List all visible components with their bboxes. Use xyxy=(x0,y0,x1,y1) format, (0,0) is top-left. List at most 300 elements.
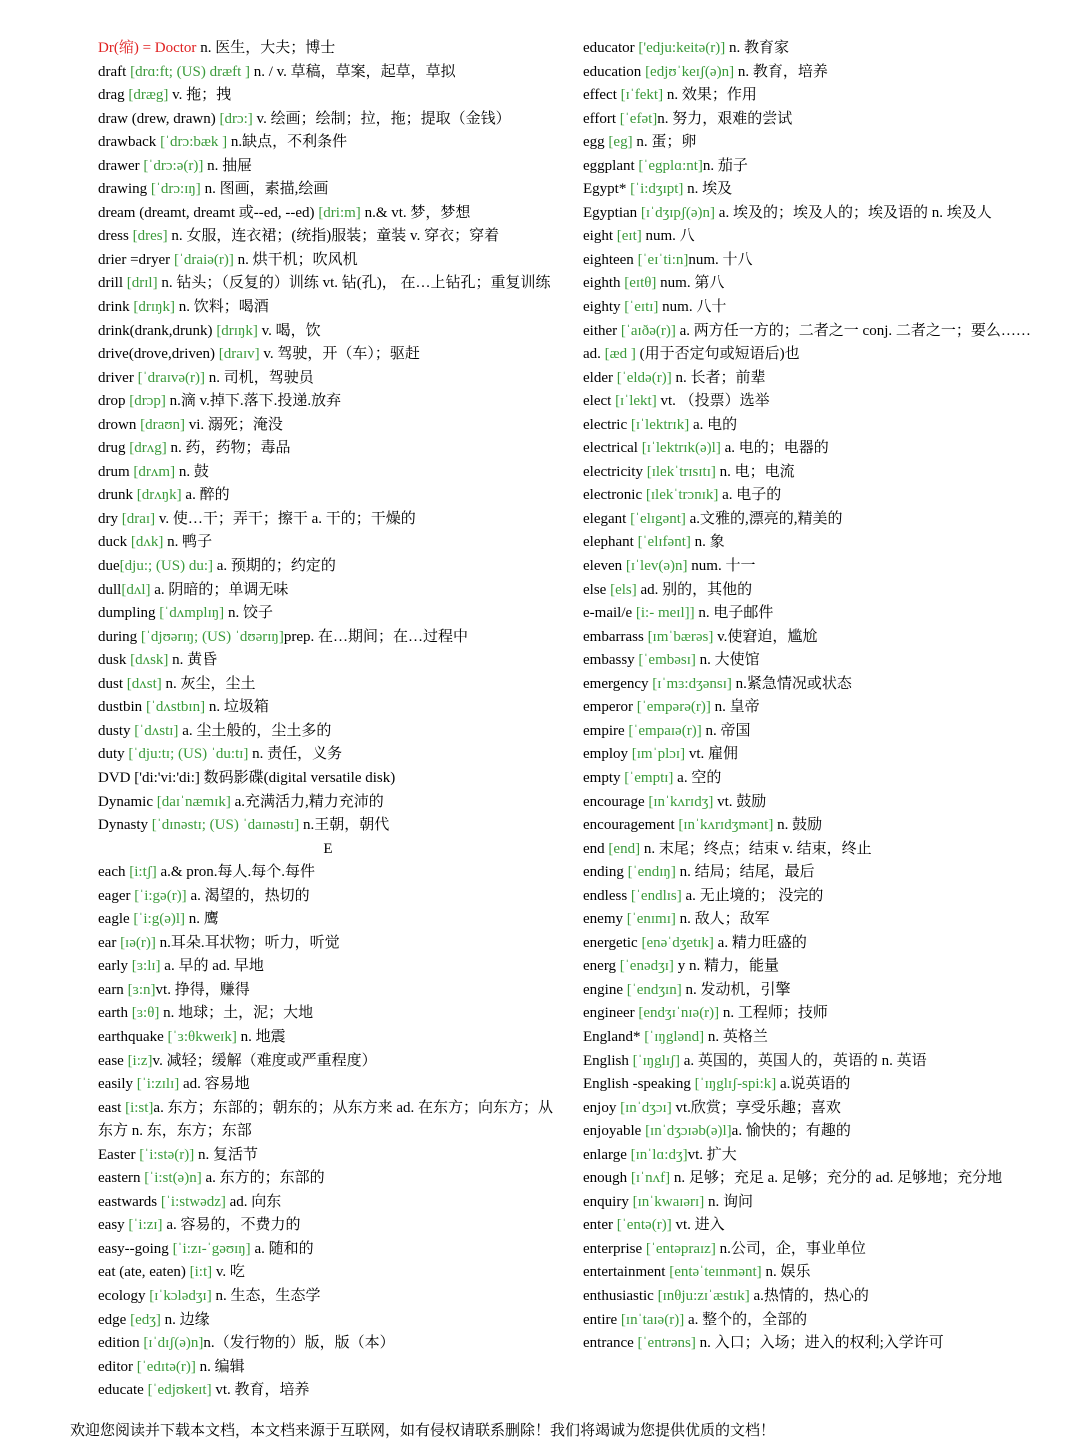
definition: a. 阴暗的；单调无味 xyxy=(150,581,289,598)
definition: vt. 教育，培养 xyxy=(211,1382,310,1399)
phonetic: [ˈi:stə(r)] xyxy=(135,1146,195,1163)
headword: easy xyxy=(98,1217,125,1234)
phonetic: [ˈdʌstɪ] xyxy=(130,722,179,739)
phonetic: [ˈi:stwədz] xyxy=(157,1193,226,1210)
headword: eighty xyxy=(583,299,621,316)
headword: Dynasty xyxy=(98,817,148,834)
definition: a.说英语的 xyxy=(776,1076,851,1093)
definition: n. 图画，素描,绘画 xyxy=(200,181,329,198)
vocab-entry xyxy=(583,296,1038,320)
phonetic: [ˈeɪˈti:n] xyxy=(633,251,689,268)
vocab-entry xyxy=(583,272,1038,296)
definition: ['di:'vi:'di:] 数码影碟(digital versatile disk) xyxy=(130,769,396,786)
definition: n. 皇帝 xyxy=(710,699,760,716)
phonetic: [draʊn] xyxy=(136,416,185,433)
headword: English xyxy=(583,1052,629,1069)
definition: n.（发行物的）版，版（本） xyxy=(203,1335,395,1352)
headword: eastwards xyxy=(98,1193,158,1210)
phonetic: [enəˈdʒetɪk] xyxy=(637,934,714,951)
headword: education xyxy=(583,63,642,80)
headword: drawer xyxy=(98,157,140,174)
phonetic: [daɪˈnæmɪk] xyxy=(152,793,231,810)
definition: n.耳朵.耳状物；听力，听觉 xyxy=(155,934,340,951)
phonetic: [ɪnˈkwaɪərɪ] xyxy=(628,1193,705,1210)
definition: n. 鼓 xyxy=(175,463,209,480)
headword: earthquake xyxy=(98,1028,164,1045)
headword: English -speaking xyxy=(583,1076,691,1093)
phonetic: [dʌl] xyxy=(121,581,151,598)
phonetic: [dræg] xyxy=(124,87,169,104)
footer-notice: 欢迎您阅读并下载本文档，本文档来源于互联网，如有侵权请联系删除！我们将竭诚为您提供优质的文档！ xyxy=(70,1423,776,1439)
phonetic: [ˈelɪfənt] xyxy=(633,534,691,551)
headword: ending xyxy=(583,864,624,881)
definition: v.使窘迫，尴尬 xyxy=(713,628,818,645)
vocab-entry xyxy=(98,484,558,508)
headword: duck xyxy=(98,534,128,551)
headword: dress xyxy=(98,228,129,245)
definition: vi. 溺死；淹没 xyxy=(184,416,283,433)
vocab-entry xyxy=(98,390,558,414)
definition: n. 教育家 xyxy=(725,40,789,56)
headword: empty xyxy=(583,769,621,786)
phonetic: [eɪt] xyxy=(613,228,642,245)
headword: drill xyxy=(98,275,123,292)
definition: n. 结局；结尾，最后 xyxy=(675,864,815,881)
phonetic: [dju:; (US) du:] xyxy=(119,558,213,575)
vocab-entry xyxy=(98,296,558,320)
headword: endless xyxy=(583,887,628,904)
vocab-entry xyxy=(583,1050,1038,1074)
definition: num. 十一 xyxy=(687,558,756,575)
headword: dream (dreamt, dreamt 或--ed, --ed) xyxy=(98,204,315,221)
headword: easy--going xyxy=(98,1240,169,1257)
definition: n. 电；电流 xyxy=(715,463,795,480)
definition: a.热情的，热心的 xyxy=(749,1287,869,1304)
phonetic: [ˈelɪgənt] xyxy=(626,510,686,527)
definition: n. 教育，培养 xyxy=(734,63,828,80)
phonetic: [ɜ:θ] xyxy=(127,1005,160,1022)
definition: a. 渴望的，热切的 xyxy=(186,887,310,904)
vocab-entry xyxy=(583,932,1038,956)
vocab-entry xyxy=(98,696,558,720)
phonetic: [ˈeldə(r)] xyxy=(612,369,672,386)
definition: n. 象 xyxy=(690,534,725,551)
definition: a. 随和的 xyxy=(250,1240,314,1257)
definition: v. 减轻；缓解（难度或严重程度） xyxy=(152,1052,377,1069)
phonetic: [ɪmˈbærəs] xyxy=(643,628,714,645)
phonetic: [ˈdʌstbɪn] xyxy=(142,699,206,716)
vocab-entry xyxy=(583,225,1038,249)
definition: v. 喝，饮 xyxy=(257,322,321,339)
headword: enterprise xyxy=(583,1240,643,1257)
headword: dull xyxy=(98,581,122,598)
definition: (用于否定句或短语后)也 xyxy=(635,346,800,363)
headword: eleven xyxy=(583,558,623,575)
definition: n.缺点，不利条件 xyxy=(227,134,348,151)
phonetic: [ˈdʌmplɪŋ] xyxy=(155,605,225,622)
left-column xyxy=(98,37,558,1403)
definition: a. 英国的，英国人的，英语的 n. 英语 xyxy=(680,1052,927,1069)
headword: enjoy xyxy=(583,1099,617,1116)
definition: n. 发动机，引擎 xyxy=(681,981,791,998)
vocab-entry xyxy=(583,1214,1038,1238)
headword: drum xyxy=(98,463,130,480)
headword: embarrass xyxy=(583,628,644,645)
vocab-entry xyxy=(98,955,558,979)
headword: Egypt* xyxy=(583,181,627,198)
vocab-entry xyxy=(583,202,1038,226)
definition: n. 灰尘，尘土 xyxy=(161,675,256,692)
phonetic: [ɪlekˈtrɔnɪk] xyxy=(642,487,719,504)
phonetic: [ˈdrɔ:ə(r)] xyxy=(139,157,204,174)
headword: enjoyable xyxy=(583,1123,642,1140)
vocab-entry xyxy=(98,531,558,555)
phonetic: [dʌst] xyxy=(123,675,162,692)
headword: emperor xyxy=(583,699,633,716)
vocab-entry xyxy=(98,131,558,155)
phonetic: [ˈɪŋglɪʃ-spi:k] xyxy=(690,1076,777,1093)
headword: entertainment xyxy=(583,1264,666,1281)
headword: dumpling xyxy=(98,605,156,622)
headword: embassy xyxy=(583,652,635,669)
headword: electric xyxy=(583,416,628,433)
vocab-entry xyxy=(98,1144,558,1168)
vocab-entry xyxy=(583,1309,1038,1333)
headword: enthusiastic xyxy=(583,1287,654,1304)
definition: n. 饮料；喝酒 xyxy=(175,299,269,316)
headword: drawback xyxy=(98,134,157,151)
headword: else xyxy=(583,581,607,598)
headword: ad. xyxy=(583,346,601,363)
definition: num. 八 xyxy=(641,228,695,245)
definition: n. 敌人；敌军 xyxy=(675,911,770,928)
vocab-entry xyxy=(583,178,1038,202)
definition: n. 鹰 xyxy=(185,911,219,928)
definition: a. 东方的；东部的 xyxy=(201,1170,325,1187)
phonetic: [draɪ] xyxy=(118,510,156,527)
headword: entire xyxy=(583,1311,618,1328)
vocab-entry xyxy=(583,579,1038,603)
headword: due xyxy=(98,558,120,575)
headword: encourage xyxy=(583,793,645,810)
phonetic: [drɪŋk] xyxy=(212,322,258,339)
vocab-entry xyxy=(98,343,558,367)
phonetic: [edʒ] xyxy=(126,1311,161,1328)
definition: a. 两方任一方的；二者之一 conj. 二者之一；要么…… xyxy=(675,322,1031,339)
definition: n. 茄子 xyxy=(702,157,748,174)
headword: eight xyxy=(583,228,613,245)
vocab-entry xyxy=(583,602,1038,626)
headword: eggplant xyxy=(583,157,635,174)
headword: enquiry xyxy=(583,1193,629,1210)
vocab-entry xyxy=(98,814,558,838)
vocab-entry xyxy=(583,838,1038,862)
definition: a. 电子的 xyxy=(718,487,782,504)
vocab-entry xyxy=(98,1356,558,1380)
definition: n. 责任，义务 xyxy=(248,746,343,763)
vocab-entry xyxy=(583,885,1038,909)
definition: n. 大使馆 xyxy=(695,652,760,669)
definition: a.& pron.每人.每个.每件 xyxy=(156,864,316,881)
headword: earn xyxy=(98,981,124,998)
definition: n. 抽屉 xyxy=(203,157,253,174)
phonetic: [ˈempaɪə(r)] xyxy=(624,722,702,739)
phonetic: [ˈendɪŋ] xyxy=(623,864,676,881)
headword: entrance xyxy=(583,1335,634,1352)
definition: vt. 雇佣 xyxy=(685,746,738,763)
definition: n.紧急情况或状态 xyxy=(731,675,852,692)
headword: electronic xyxy=(583,487,643,504)
vocab-entry xyxy=(583,343,1038,367)
headword: dustbin xyxy=(98,699,143,716)
definition: n. 生态，生态学 xyxy=(211,1287,321,1304)
headword: E xyxy=(323,840,333,857)
headword: drier =dryer xyxy=(98,251,171,268)
definition: a. 整个的，全部的 xyxy=(684,1311,808,1328)
headword: eastern xyxy=(98,1170,141,1187)
phonetic: [ˈi:zɪlɪ] xyxy=(133,1076,180,1093)
definition: n. 询问 xyxy=(704,1193,753,1210)
vocab-entry xyxy=(98,649,558,673)
definition: n. 电子邮件 xyxy=(694,605,774,622)
headword: each xyxy=(98,864,126,881)
phonetic: [endʒɪˈnɪə(r)] xyxy=(634,1005,720,1022)
phonetic: [edjʊˈkeɪʃ(ə)n] xyxy=(641,63,735,80)
vocab-entry xyxy=(583,791,1038,815)
definition: v. 绘画；绘制；拉，拖；提取（金钱） xyxy=(252,110,511,127)
definition: vt. 鼓励 xyxy=(713,793,767,810)
definition: v. 吃 xyxy=(212,1264,245,1281)
headword: Dynamic xyxy=(98,793,153,810)
phonetic: [i:st] xyxy=(121,1099,154,1116)
phonetic: [i:z] xyxy=(123,1052,153,1069)
headword: egg xyxy=(583,134,605,151)
definition: n. 地球；土，泥；大地 xyxy=(159,1005,314,1022)
vocab-entry xyxy=(583,461,1038,485)
headword: engineer xyxy=(583,1005,635,1022)
definition: a. 空的 xyxy=(673,769,722,786)
phonetic: [eg] xyxy=(604,134,633,151)
vocab-entry xyxy=(98,225,558,249)
vocab-entry xyxy=(98,1026,558,1050)
phonetic: [ɪˈdʒɪpʃ(ə)n] xyxy=(637,204,716,221)
vocab-entry xyxy=(583,979,1038,1003)
headword: effect xyxy=(583,87,617,104)
vocab-entry xyxy=(98,1050,558,1074)
vocab-entry xyxy=(98,767,558,791)
definition: ad. 别的，其他的 xyxy=(636,581,753,598)
headword: eighteen xyxy=(583,251,634,268)
phonetic: [ɪˈmɜ:dʒənsɪ] xyxy=(648,675,732,692)
headword: dust xyxy=(98,675,124,692)
phonetic: [ˈentə(r)] xyxy=(612,1217,672,1234)
vocab-entry xyxy=(583,320,1038,344)
headword: e-mail/e xyxy=(583,605,633,622)
vocab-entry xyxy=(583,108,1038,132)
phonetic: [i:- meɪl]] xyxy=(632,605,695,622)
headword: educate xyxy=(98,1382,144,1399)
phonetic: [ˈɜ:θkweɪk] xyxy=(163,1028,237,1045)
phonetic: [dres] xyxy=(128,228,168,245)
headword: earth xyxy=(98,1005,128,1022)
definition: vt. 扩大 xyxy=(687,1146,737,1163)
headword: enter xyxy=(583,1217,613,1234)
phonetic: [end] xyxy=(604,840,641,857)
phonetic: [ˈempərə(r)] xyxy=(632,699,711,716)
definition: n. 复活节 xyxy=(194,1146,258,1163)
vocab-entry xyxy=(583,626,1038,650)
definition: n. 努力，艰难的尝试 xyxy=(657,110,793,127)
phonetic: [ˈi:gə(r)] xyxy=(130,887,187,904)
phonetic: [ɪlekˈtrɪsɪtɪ] xyxy=(642,463,716,480)
vocab-entry xyxy=(583,555,1038,579)
phonetic: [draɪv] xyxy=(215,346,260,363)
vocab-entry xyxy=(583,1332,1038,1356)
definition: n. 效果；作用 xyxy=(663,87,757,104)
phonetic: [ɪnˈkʌrɪdʒmənt] xyxy=(674,817,774,834)
headword: draft xyxy=(98,63,127,80)
vocab-entry xyxy=(583,1285,1038,1309)
phonetic: [ɪnˈlɑ:dʒ] xyxy=(626,1146,688,1163)
definition: n. 娱乐 xyxy=(761,1264,811,1281)
headword: drag xyxy=(98,87,125,104)
vocab-entry xyxy=(583,1144,1038,1168)
headword: edition xyxy=(98,1335,140,1352)
headword: duty xyxy=(98,746,125,763)
headword: energ xyxy=(583,958,617,975)
vocab-entry xyxy=(583,1191,1038,1215)
vocab-entry xyxy=(98,437,558,461)
phonetic: [ˈentəpraɪz] xyxy=(642,1240,716,1257)
vocab-entry xyxy=(98,626,558,650)
definition: a.充满活力,精力充沛的 xyxy=(230,793,384,810)
vocab-entry xyxy=(98,178,558,202)
vocab-entry xyxy=(98,320,558,344)
phonetic: [ˈdraɪvə(r)] xyxy=(133,369,206,386)
headword: elegant xyxy=(583,510,627,527)
phonetic: [ˈemptɪ] xyxy=(620,769,674,786)
definition: a. 无止境的； 没完的 xyxy=(681,887,824,904)
phonetic: [ˈembəsɪ] xyxy=(634,652,696,669)
headword: end xyxy=(583,840,605,857)
definition: n. 女服，连衣裙；(统指)服装；童装 v. 穿衣；穿着 xyxy=(167,228,500,245)
definition: v. 驾驶，开（车）；驱赶 xyxy=(259,346,420,363)
definition: n. 边缘 xyxy=(160,1311,210,1328)
vocab-entry xyxy=(583,414,1038,438)
headword: dusk xyxy=(98,652,127,669)
phonetic: [drɑ:ft; (US) dræft ] xyxy=(126,63,250,80)
phonetic: [dri:m] xyxy=(314,204,361,221)
phonetic: [entəˈteɪnmənt] xyxy=(665,1264,762,1281)
headword: encouragement xyxy=(583,817,675,834)
vocab-entry xyxy=(98,1073,558,1097)
vocab-entry xyxy=(98,1238,558,1262)
definition: a. 尘土般的，尘土多的 xyxy=(178,722,332,739)
phonetic: [ˈɪŋglɪʃ] xyxy=(628,1052,680,1069)
vocab-entry xyxy=(583,37,1038,61)
vocab-entry xyxy=(583,1167,1038,1191)
headword: Egyptian xyxy=(583,204,638,221)
vocab-entry xyxy=(98,202,558,226)
vocab-entry xyxy=(98,155,558,179)
phonetic: [ɪˈdɪʃ(ə)n] xyxy=(139,1335,204,1352)
vocab-entry xyxy=(98,791,558,815)
definition: n.王朝，朝代 xyxy=(299,817,390,834)
phonetic: [ɪˈlekt] xyxy=(611,393,657,410)
vocab-entry xyxy=(583,508,1038,532)
phonetic: [ˈi:st(ə)n] xyxy=(140,1170,202,1187)
definition: num. 十八 xyxy=(688,251,753,268)
phonetic: [ˈedjʊkeɪt] xyxy=(143,1382,212,1399)
definition: n. 工程师；技师 xyxy=(719,1005,828,1022)
headword: electrical xyxy=(583,440,638,457)
definition: n.& vt. 梦，梦想 xyxy=(360,204,471,221)
definition: num. 第八 xyxy=(656,275,725,292)
headword: draw (drew, drawn) xyxy=(98,110,216,127)
phonetic: [ˈentrəns] xyxy=(633,1335,696,1352)
vocab-entry xyxy=(98,414,558,438)
headword: either xyxy=(583,322,618,339)
definition: n. 钻头；（反复的）训练 vt. 钻(孔)， 在…上钻孔；重复训练 xyxy=(157,275,551,292)
vocab-entry xyxy=(583,673,1038,697)
headword: drink xyxy=(98,299,130,316)
headword: dry xyxy=(98,510,118,527)
phonetic: [ˈefət] xyxy=(616,110,658,127)
definition: n. 垃圾箱 xyxy=(205,699,269,716)
headword: edge xyxy=(98,1311,127,1328)
phonetic: [drʌm] xyxy=(129,463,176,480)
vocab-entry xyxy=(98,272,558,296)
vocab-entry xyxy=(583,61,1038,85)
phonetic: [ˈi:zɪ] xyxy=(124,1217,163,1234)
headword: eighth xyxy=(583,275,621,292)
phonetic: [ɜ:lɪ] xyxy=(127,958,161,975)
vocab-entry xyxy=(583,1073,1038,1097)
definition: a. 预期的；约定的 xyxy=(213,558,336,575)
definition: n. 地震 xyxy=(236,1028,286,1045)
vocab-entry xyxy=(583,390,1038,414)
vocab-entry xyxy=(583,531,1038,555)
definition: a. 容易的，不费力的 xyxy=(162,1217,301,1234)
definition: ad. 容易地 xyxy=(179,1076,250,1093)
phonetic: [els] xyxy=(606,581,637,598)
headword: drunk xyxy=(98,487,133,504)
headword: emergency xyxy=(583,675,649,692)
vocab-entry xyxy=(583,1026,1038,1050)
headword: educator xyxy=(583,40,635,56)
definition: vt. （投票）选举 xyxy=(656,393,770,410)
phonetic: [ˈdɪnəstɪ; (US) ˈdaɪnəstɪ] xyxy=(148,817,300,834)
vocab-entry xyxy=(98,1191,558,1215)
vocab-entry xyxy=(583,1261,1038,1285)
headword: ease xyxy=(98,1052,124,1069)
phonetic: [ˈendʒɪn] xyxy=(622,981,682,998)
headword: early xyxy=(98,958,128,975)
vocab-entry xyxy=(98,908,558,932)
headword: electricity xyxy=(583,463,643,480)
definition: y n. 精力，能量 xyxy=(673,958,779,975)
phonetic: [ɪˈlektrɪk] xyxy=(627,416,690,433)
vocab-entry xyxy=(98,861,558,885)
phonetic: [ɪˈlev(ə)n] xyxy=(622,558,688,575)
phonetic: [ɪnˈkʌrɪdʒ] xyxy=(644,793,714,810)
phonetic: [æd ] xyxy=(600,346,636,363)
headword: drop xyxy=(98,393,126,410)
phonetic: [ɪnˈtaɪə(r)] xyxy=(617,1311,685,1328)
definition: a. 东方；东部的；朝东的；从东方来 ad. 在东方；向东方；从东方 n. 东，东方；东部 xyxy=(98,1099,553,1140)
vocab-entry xyxy=(98,1167,558,1191)
phonetic: [ˈenɪmɪ] xyxy=(622,911,676,928)
